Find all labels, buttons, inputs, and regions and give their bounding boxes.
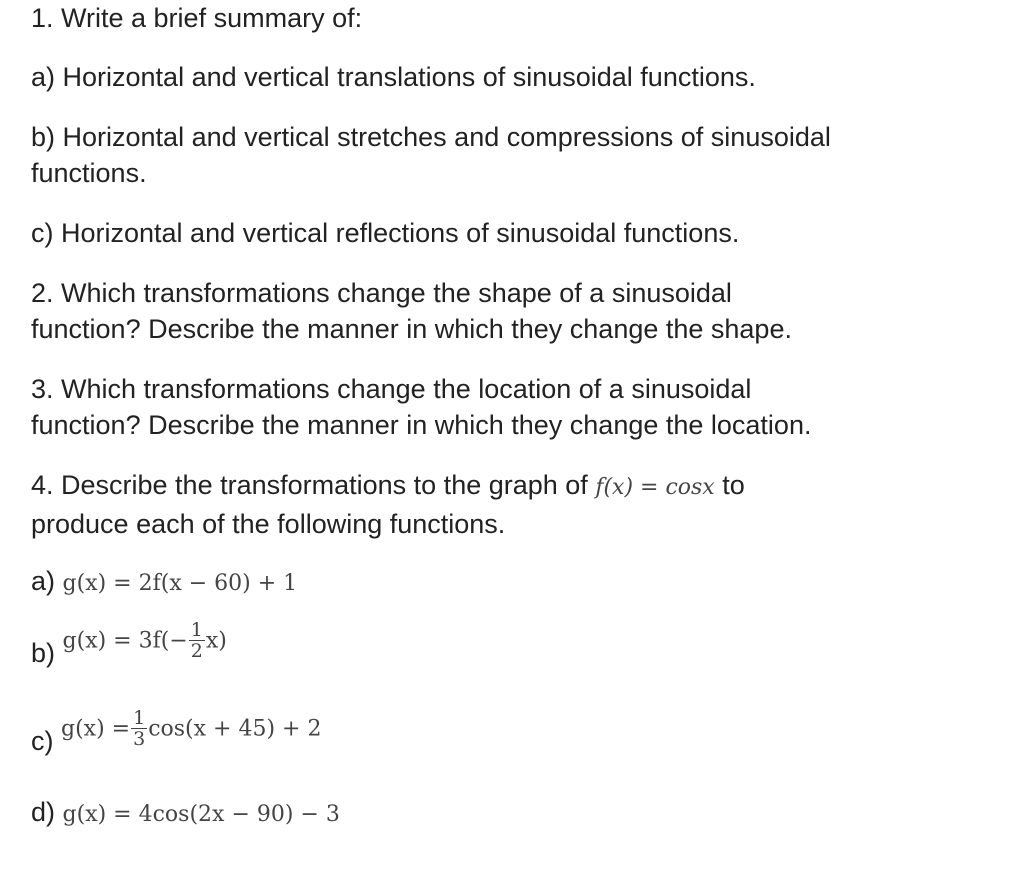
equation-c-numerator: 1: [133, 707, 146, 729]
question-1: [31, 0, 362, 36]
equation-d-math: g(x) = 4cos(2x − 90) − 3: [62, 802, 340, 827]
question-1b-line-1: b) Horizontal and vertical stretches and compressions of sinusoidal: [31, 122, 831, 152]
question-1a-text: a) Horizontal and vertical translations of sinusoidal functions.: [31, 62, 756, 92]
equation-b-fraction: [189, 620, 205, 661]
question-1-text: 1. Write a brief summary of:: [31, 3, 363, 33]
question-1c: [31, 215, 739, 251]
equation-a-math: g(x) = 2f(x − 60) + 1: [62, 571, 298, 596]
equation-a-label: a): [31, 566, 56, 596]
equation-a: [31, 563, 297, 602]
question-2-line-1: 2. Which transformations change the shape of a sinusoidal: [31, 278, 732, 308]
equation-b: [31, 619, 227, 668]
question-3-line-2: function? Describe the manner in which they change the location.: [31, 410, 812, 440]
equation-d-label: d): [31, 797, 56, 827]
question-1b: [31, 119, 831, 191]
question-4-math: f(x) = cosx: [595, 475, 715, 500]
equation-b-numerator: 1: [190, 619, 203, 641]
equation-c-label: c): [31, 725, 54, 756]
question-3-line-1: 3. Which transformations change the location of a sinusoidal: [31, 374, 752, 404]
equation-c-post: cos(x + 45) + 2: [148, 716, 322, 742]
equation-c-fraction: [131, 708, 147, 749]
question-1a: [31, 59, 756, 95]
question-3: [31, 371, 811, 443]
equation-c-pre: g(x) =: [61, 716, 131, 742]
question-2: [31, 275, 792, 347]
equation-b-pre: g(x) = 3f(−: [62, 628, 188, 654]
equation-b-label: b): [31, 637, 56, 668]
question-4: [31, 467, 745, 542]
question-1c-text: c) Horizontal and vertical reflections of sinusoidal functions.: [31, 218, 740, 248]
question-4-line-1-pre: 4. Describe the transformations to the graph of: [31, 470, 588, 500]
equation-d: [31, 794, 340, 833]
equation-c-denominator: 3: [133, 728, 146, 750]
question-4-line-2: produce each of the following functions.: [31, 509, 506, 539]
equation-b-denominator: 2: [190, 640, 203, 662]
equation-c: [31, 707, 322, 756]
question-4-line-1-post: to: [722, 470, 745, 500]
question-1b-line-2: functions.: [31, 158, 147, 188]
question-2-line-2: function? Describe the manner in which they change the shape.: [31, 314, 792, 344]
equation-b-post: x): [205, 628, 227, 654]
